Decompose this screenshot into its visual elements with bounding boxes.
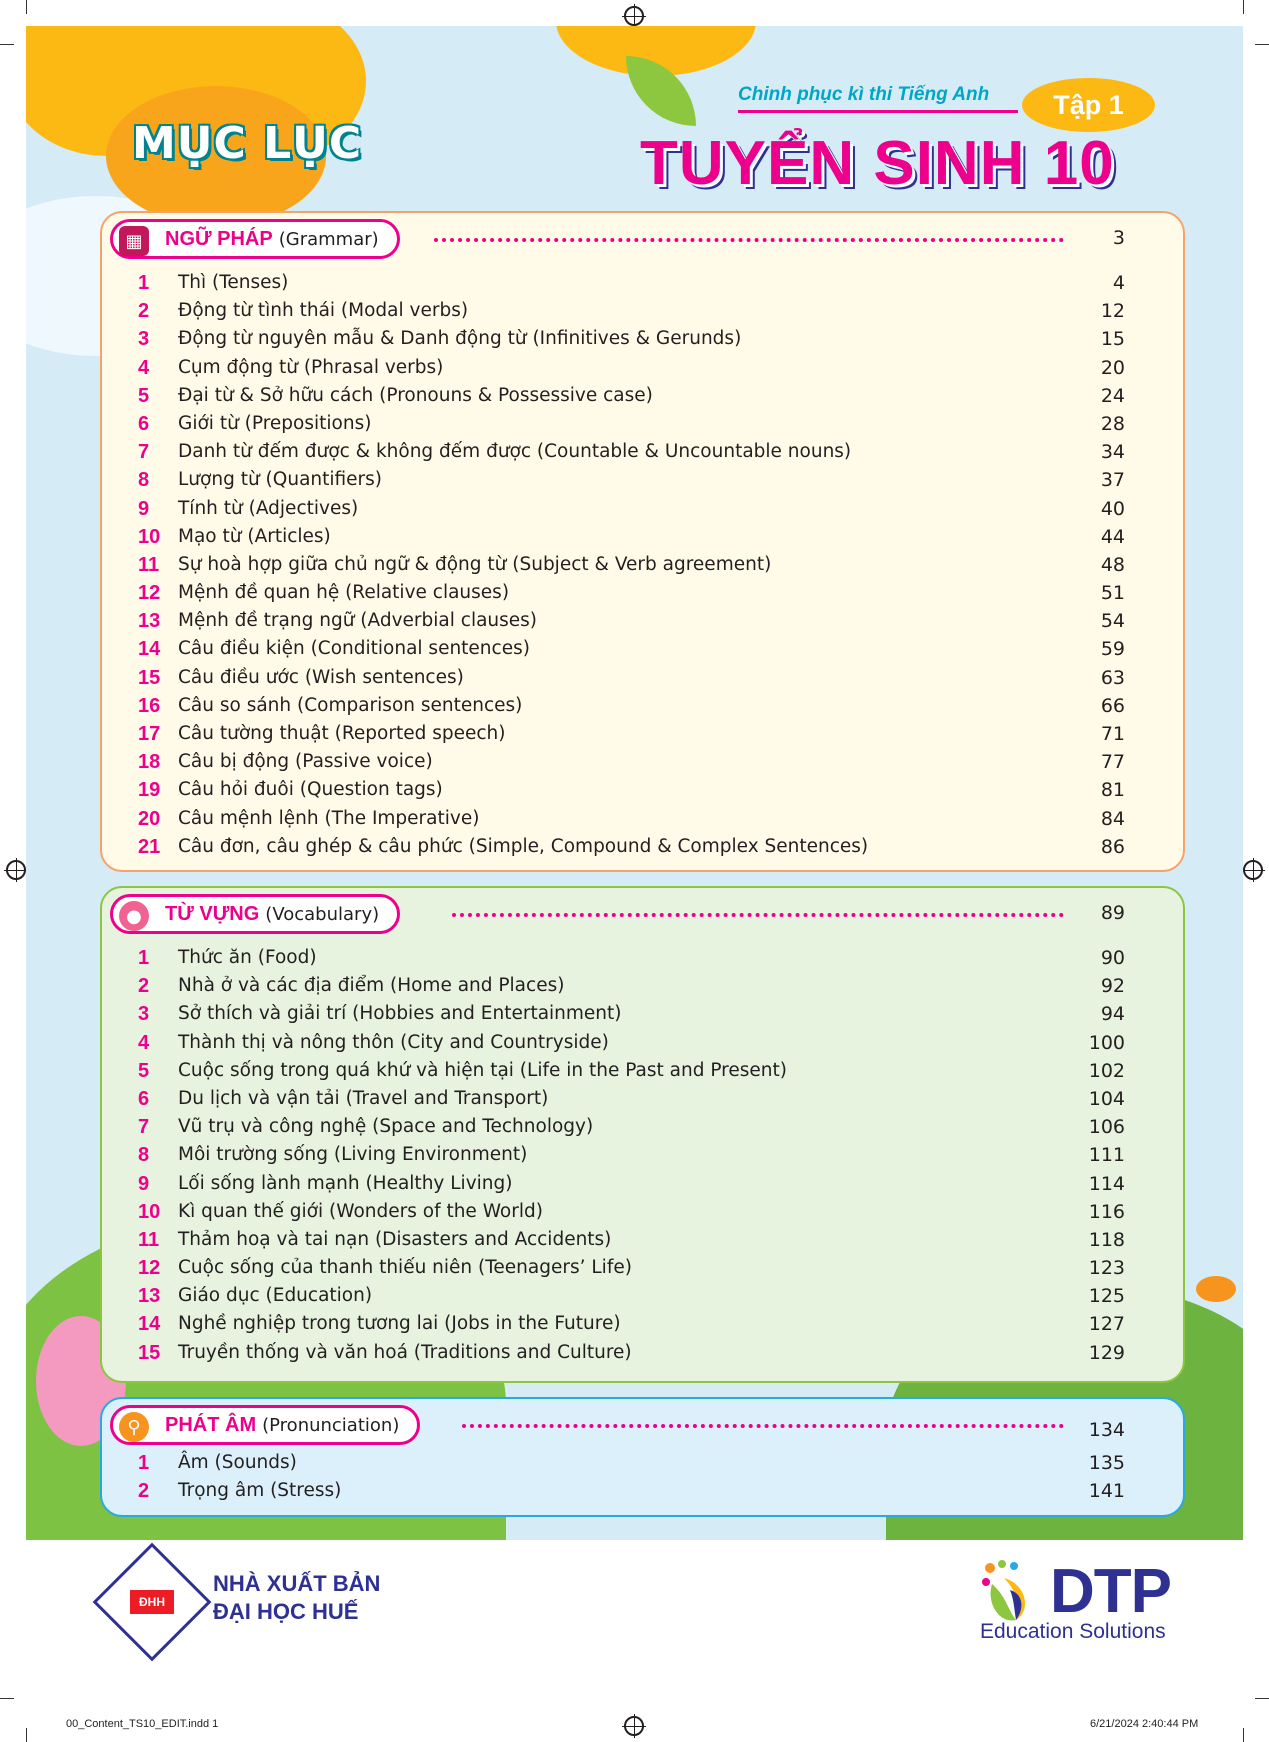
toc-entry-title: Câu đơn, câu ghép & câu phức (Simple, Compound & Complex Sentences) (178, 835, 869, 857)
toc-entry-page: 71 (1100, 723, 1125, 745)
toc-entry-page: 135 (1088, 1452, 1125, 1474)
grammar-section-header[interactable] (110, 219, 400, 259)
toc-entry[interactable] (138, 776, 1125, 804)
toc-entry-page: 51 (1100, 582, 1125, 605)
toc-entry-page: 48 (1100, 553, 1125, 576)
registration-mark-icon (624, 6, 644, 26)
toc-entry-title: Đại từ & Sở hữu cách (Pronouns & Possessive case) (178, 384, 653, 406)
pronunciation-page: 134 (1088, 1419, 1125, 1441)
toc-entry-page: 84 (1100, 807, 1125, 830)
toc-entry[interactable] (138, 720, 1125, 748)
toc-entry-number: 12 (138, 582, 161, 605)
toc-entry-title: Thảm hoạ và tai nạn (Disasters and Accidents) (178, 1228, 612, 1250)
registration-mark-icon (1243, 860, 1263, 880)
toc-entry-number: 19 (138, 779, 161, 802)
grammar-label-en: (Grammar) (278, 228, 379, 250)
toc-entry[interactable] (138, 1310, 1125, 1338)
toc-entry-title: Mệnh đề quan hệ (Relative clauses) (178, 582, 510, 604)
toc-entry-title: Vũ trụ và công nghệ (Space and Technology) (178, 1116, 594, 1138)
toc-entry[interactable] (138, 1057, 1125, 1085)
publisher-logo-mark: ĐHH (130, 1590, 174, 1614)
toc-entry-number: 10 (138, 525, 161, 548)
pronunciation-list (138, 1449, 1125, 1505)
toc-entry-number: 1 (138, 947, 150, 969)
toc-entry[interactable] (138, 325, 1125, 353)
toc-entry-number: 12 (138, 1257, 161, 1280)
toc-heading: MỤC LỤC (132, 118, 363, 169)
toc-entry[interactable] (138, 1449, 1125, 1477)
dtp-wordmark: DTP (1050, 1557, 1171, 1626)
toc-entry-title: Cụm động từ (Phrasal verbs) (178, 356, 444, 378)
vocabulary-label-en: (Vocabulary) (265, 903, 380, 925)
toc-entry-number: 3 (138, 328, 150, 351)
toc-entry[interactable] (138, 805, 1125, 833)
publisher-name (213, 1570, 380, 1626)
toc-entry-page: 63 (1100, 666, 1125, 689)
toc-entry-title: Lối sống lành mạnh (Healthy Living) (178, 1172, 513, 1194)
toc-entry-title: Sở thích và giải trí (Hobbies and Entertainment) (178, 1003, 622, 1025)
toc-entry-number: 14 (138, 1313, 161, 1336)
toc-entry-title: Du lịch và vận tải (Travel and Transport) (178, 1087, 549, 1109)
subtitle-underline (738, 110, 1018, 113)
toc-entry-page: 102 (1088, 1059, 1125, 1082)
toc-entry-number: 8 (138, 469, 150, 492)
toc-entry-number: 17 (138, 723, 161, 745)
toc-entry[interactable] (138, 692, 1125, 720)
toc-entry-title: Câu điều kiện (Conditional sentences) (178, 638, 530, 660)
toc-entry[interactable] (138, 1029, 1125, 1057)
toc-entry[interactable] (138, 495, 1125, 523)
toc-entry[interactable] (138, 1282, 1125, 1310)
toc-entry-number: 8 (138, 1144, 150, 1167)
toc-entry-page: 15 (1100, 328, 1125, 351)
book-title: TUYỂN SINH 10 (640, 129, 1115, 198)
toc-entry-page: 123 (1088, 1257, 1125, 1280)
leader-dots (452, 913, 1064, 917)
toc-entry-number: 11 (138, 553, 160, 576)
toc-entry-number: 21 (138, 835, 161, 858)
toc-entry[interactable] (138, 354, 1125, 382)
toc-entry[interactable] (138, 551, 1125, 579)
grammar-label: NGỮ PHÁP (165, 227, 273, 250)
crop-mark (1255, 1698, 1269, 1699)
toc-entry-title: Thì (Tenses) (178, 272, 289, 293)
toc-entry-number: 2 (138, 300, 150, 323)
toc-entry-number: 15 (138, 666, 161, 689)
crop-mark (26, 0, 27, 14)
toc-entry[interactable] (138, 410, 1125, 438)
toc-entry-page: 37 (1100, 469, 1125, 492)
toc-entry-title: Câu điều ước (Wish sentences) (178, 666, 464, 688)
toc-entry-page: 44 (1100, 525, 1125, 548)
vocabulary-section-header[interactable] (110, 894, 400, 934)
toc-entry-page: 94 (1100, 1003, 1125, 1026)
toc-entry-title: Truyền thống và văn hoá (Traditions and Culture) (178, 1341, 632, 1363)
toc-entry-number: 4 (138, 1031, 150, 1054)
toc-entry-number: 5 (138, 384, 150, 407)
toc-entry-title: Câu hỏi đuôi (Question tags) (178, 779, 443, 801)
toc-entry-number: 6 (138, 412, 150, 435)
crop-mark (26, 1728, 27, 1742)
toc-entry-page: 141 (1088, 1480, 1125, 1503)
toc-entry-number: 14 (138, 638, 161, 661)
toc-entry-title: Cuộc sống của thanh thiếu niên (Teenagers’ Life) (178, 1257, 632, 1279)
toc-entry-title: Giáo dục (Education) (178, 1285, 373, 1307)
toc-entry-page: 4 (1112, 272, 1125, 294)
toc-entry-number: 18 (138, 751, 161, 774)
book-icon: ▦ (119, 226, 149, 256)
toc-entry[interactable] (138, 269, 1125, 297)
pronunciation-section (100, 1397, 1185, 1517)
toc-entry-number: 9 (138, 497, 150, 520)
toc-entry-page: 12 (1100, 300, 1125, 323)
crop-mark (1243, 0, 1244, 14)
toc-entry-number: 5 (138, 1059, 150, 1082)
toc-entry[interactable] (138, 438, 1125, 466)
toc-entry[interactable] (138, 1477, 1125, 1505)
toc-entry[interactable] (138, 1198, 1125, 1226)
grammar-list (138, 269, 1125, 861)
toc-entry-number: 4 (138, 356, 150, 379)
toc-entry-number: 11 (138, 1228, 160, 1251)
vocabulary-label: TỪ VỰNG (165, 902, 260, 925)
toc-entry-title: Cuộc sống trong quá khứ và hiện tại (Life in the Past and Present) (178, 1059, 787, 1081)
toc-entry[interactable] (138, 972, 1125, 1000)
toc-entry-page: 77 (1100, 751, 1125, 774)
toc-entry-page: 118 (1088, 1228, 1125, 1251)
toc-entry[interactable] (138, 833, 1125, 861)
toc-entry[interactable] (138, 523, 1125, 551)
toc-entry-number: 1 (138, 1452, 150, 1474)
toc-entry-number: 20 (138, 807, 161, 830)
toc-entry-page: 20 (1100, 356, 1125, 379)
toc-entry-title: Động từ tình thái (Modal verbs) (178, 300, 469, 322)
toc-entry-title: Thành thị và nông thôn (City and Countryside) (178, 1031, 609, 1053)
toc-entry[interactable] (138, 1000, 1125, 1028)
toc-entry-page: 116 (1088, 1200, 1125, 1223)
series-subtitle: Chinh phục kì thi Tiếng Anh (738, 84, 990, 105)
registration-mark-icon (624, 1716, 644, 1736)
registration-mark-icon (6, 860, 26, 880)
toc-entry-page: 40 (1100, 497, 1125, 520)
toc-entry-page: 127 (1088, 1313, 1125, 1336)
slug-filename: 00_Content_TS10_EDIT.indd 1 (66, 1718, 219, 1730)
toc-entry[interactable] (138, 664, 1125, 692)
toc-entry-number: 9 (138, 1172, 150, 1195)
toc-entry-title: Giới từ (Prepositions) (178, 412, 372, 434)
toc-entry-page: 86 (1100, 835, 1125, 858)
toc-entry-title: Trọng âm (Stress) (178, 1480, 342, 1502)
toc-entry-number: 13 (138, 610, 161, 633)
vocabulary-list (138, 944, 1125, 1367)
toc-entry-title: Môi trường sống (Living Environment) (178, 1144, 528, 1166)
toc-entry-title: Thức ăn (Food) (178, 947, 317, 968)
crop-mark (1255, 44, 1269, 45)
pronunciation-section-header[interactable] (110, 1405, 420, 1445)
toc-entry[interactable] (138, 635, 1125, 663)
publisher-line-1: NHÀ XUẤT BẢN (213, 1571, 381, 1596)
toc-entry[interactable] (138, 1226, 1125, 1254)
volume-badge: Tập 1 (1022, 78, 1155, 132)
toc-entry-page: 100 (1088, 1031, 1125, 1054)
toc-entry-title: Nghề nghiệp trong tương lai (Jobs in the Future) (178, 1313, 621, 1335)
toc-entry-title: Kì quan thế giới (Wonders of the World) (178, 1200, 543, 1222)
toc-entry-page: 28 (1100, 412, 1125, 435)
magnifier-icon: ⚲ (119, 1412, 149, 1442)
flower-shape (1196, 1276, 1236, 1302)
toc-entry-title: Câu so sánh (Comparison sentences) (178, 694, 523, 716)
slug-date: 6/21/2024 2:40:44 PM (1090, 1718, 1199, 1730)
toc-entry[interactable] (138, 1085, 1125, 1113)
toc-entry-title: Câu bị động (Passive voice) (178, 751, 433, 773)
toc-entry[interactable] (138, 579, 1125, 607)
toc-entry-number: 10 (138, 1200, 161, 1223)
vocabulary-section (100, 886, 1185, 1383)
toc-entry-number: 2 (138, 975, 150, 998)
leader-dots (462, 1424, 1064, 1428)
toc-entry-title: Câu tường thuật (Reported speech) (178, 723, 506, 744)
toc-entry-page: 92 (1100, 975, 1125, 998)
toc-entry[interactable] (138, 382, 1125, 410)
toc-entry-page: 114 (1088, 1172, 1125, 1195)
toc-entry-title: Mạo từ (Articles) (178, 525, 331, 547)
grammar-page: 3 (1112, 227, 1125, 249)
toc-entry-number: 7 (138, 1116, 150, 1139)
toc-entry-number: 15 (138, 1341, 161, 1364)
crop-mark (0, 44, 14, 45)
toc-entry-title: Sự hoà hợp giữa chủ ngữ & động từ (Subject & Verb agreement) (178, 553, 772, 575)
toc-entry-title: Mệnh đề trạng ngữ (Adverbial clauses) (178, 610, 538, 632)
toc-entry-title: Lượng từ (Quantifiers) (178, 469, 383, 491)
toc-entry[interactable] (138, 748, 1125, 776)
apple-icon: ● (119, 901, 149, 931)
toc-entry-title: Âm (Sounds) (178, 1452, 297, 1473)
publisher-line-2: ĐẠI HỌC HUẾ (213, 1599, 359, 1624)
toc-entry[interactable] (138, 1113, 1125, 1141)
toc-entry-title: Động từ nguyên mẫu & Danh động từ (Infinitives & Gerunds) (178, 328, 742, 350)
toc-entry-number: 1 (138, 272, 150, 294)
pronunciation-label: PHÁT ÂM (165, 1413, 257, 1436)
toc-entry[interactable] (138, 466, 1125, 494)
dtp-tagline: Education Solutions (980, 1620, 1166, 1643)
crop-mark (1243, 1728, 1244, 1742)
toc-entry[interactable] (138, 1254, 1125, 1282)
toc-entry-title: Danh từ đếm được & không đếm được (Countable & Uncountable nouns) (178, 441, 852, 463)
toc-entry-page: 81 (1100, 779, 1125, 802)
crop-mark (0, 1698, 14, 1699)
pronunciation-label-en: (Pronunciation) (262, 1414, 400, 1436)
toc-entry[interactable] (138, 297, 1125, 325)
toc-entry-page: 106 (1088, 1116, 1125, 1139)
toc-entry-number: 3 (138, 1003, 150, 1026)
toc-entry-number: 2 (138, 1480, 150, 1503)
toc-entry-page: 54 (1100, 610, 1125, 633)
dtp-logo-icon (980, 1560, 1040, 1628)
toc-entry-number: 16 (138, 694, 161, 717)
toc-entry-page: 59 (1100, 638, 1125, 661)
toc-entry-page: 104 (1088, 1087, 1125, 1110)
toc-entry-title: Câu mệnh lệnh (The Imperative) (178, 807, 480, 829)
toc-entry[interactable] (138, 1141, 1125, 1169)
toc-entry[interactable] (138, 1339, 1125, 1367)
toc-entry-page: 129 (1088, 1341, 1125, 1364)
vocabulary-page: 89 (1100, 902, 1125, 924)
toc-entry-title: Tính từ (Adjectives) (178, 497, 359, 519)
toc-entry[interactable] (138, 607, 1125, 635)
toc-entry-number: 13 (138, 1285, 161, 1308)
toc-entry-number: 6 (138, 1087, 150, 1110)
toc-entry-title: Nhà ở và các địa điểm (Home and Places) (178, 975, 565, 997)
toc-entry-page: 125 (1088, 1285, 1125, 1308)
toc-entry-number: 7 (138, 441, 150, 464)
grammar-section (100, 211, 1185, 872)
toc-entry[interactable] (138, 944, 1125, 972)
toc-entry-page: 90 (1100, 947, 1125, 969)
toc-entry[interactable] (138, 1170, 1125, 1198)
toc-entry-page: 34 (1100, 441, 1125, 464)
toc-entry-page: 111 (1088, 1144, 1125, 1167)
toc-entry-page: 66 (1100, 694, 1125, 717)
toc-entry-page: 24 (1100, 384, 1125, 407)
leader-dots (434, 238, 1064, 242)
